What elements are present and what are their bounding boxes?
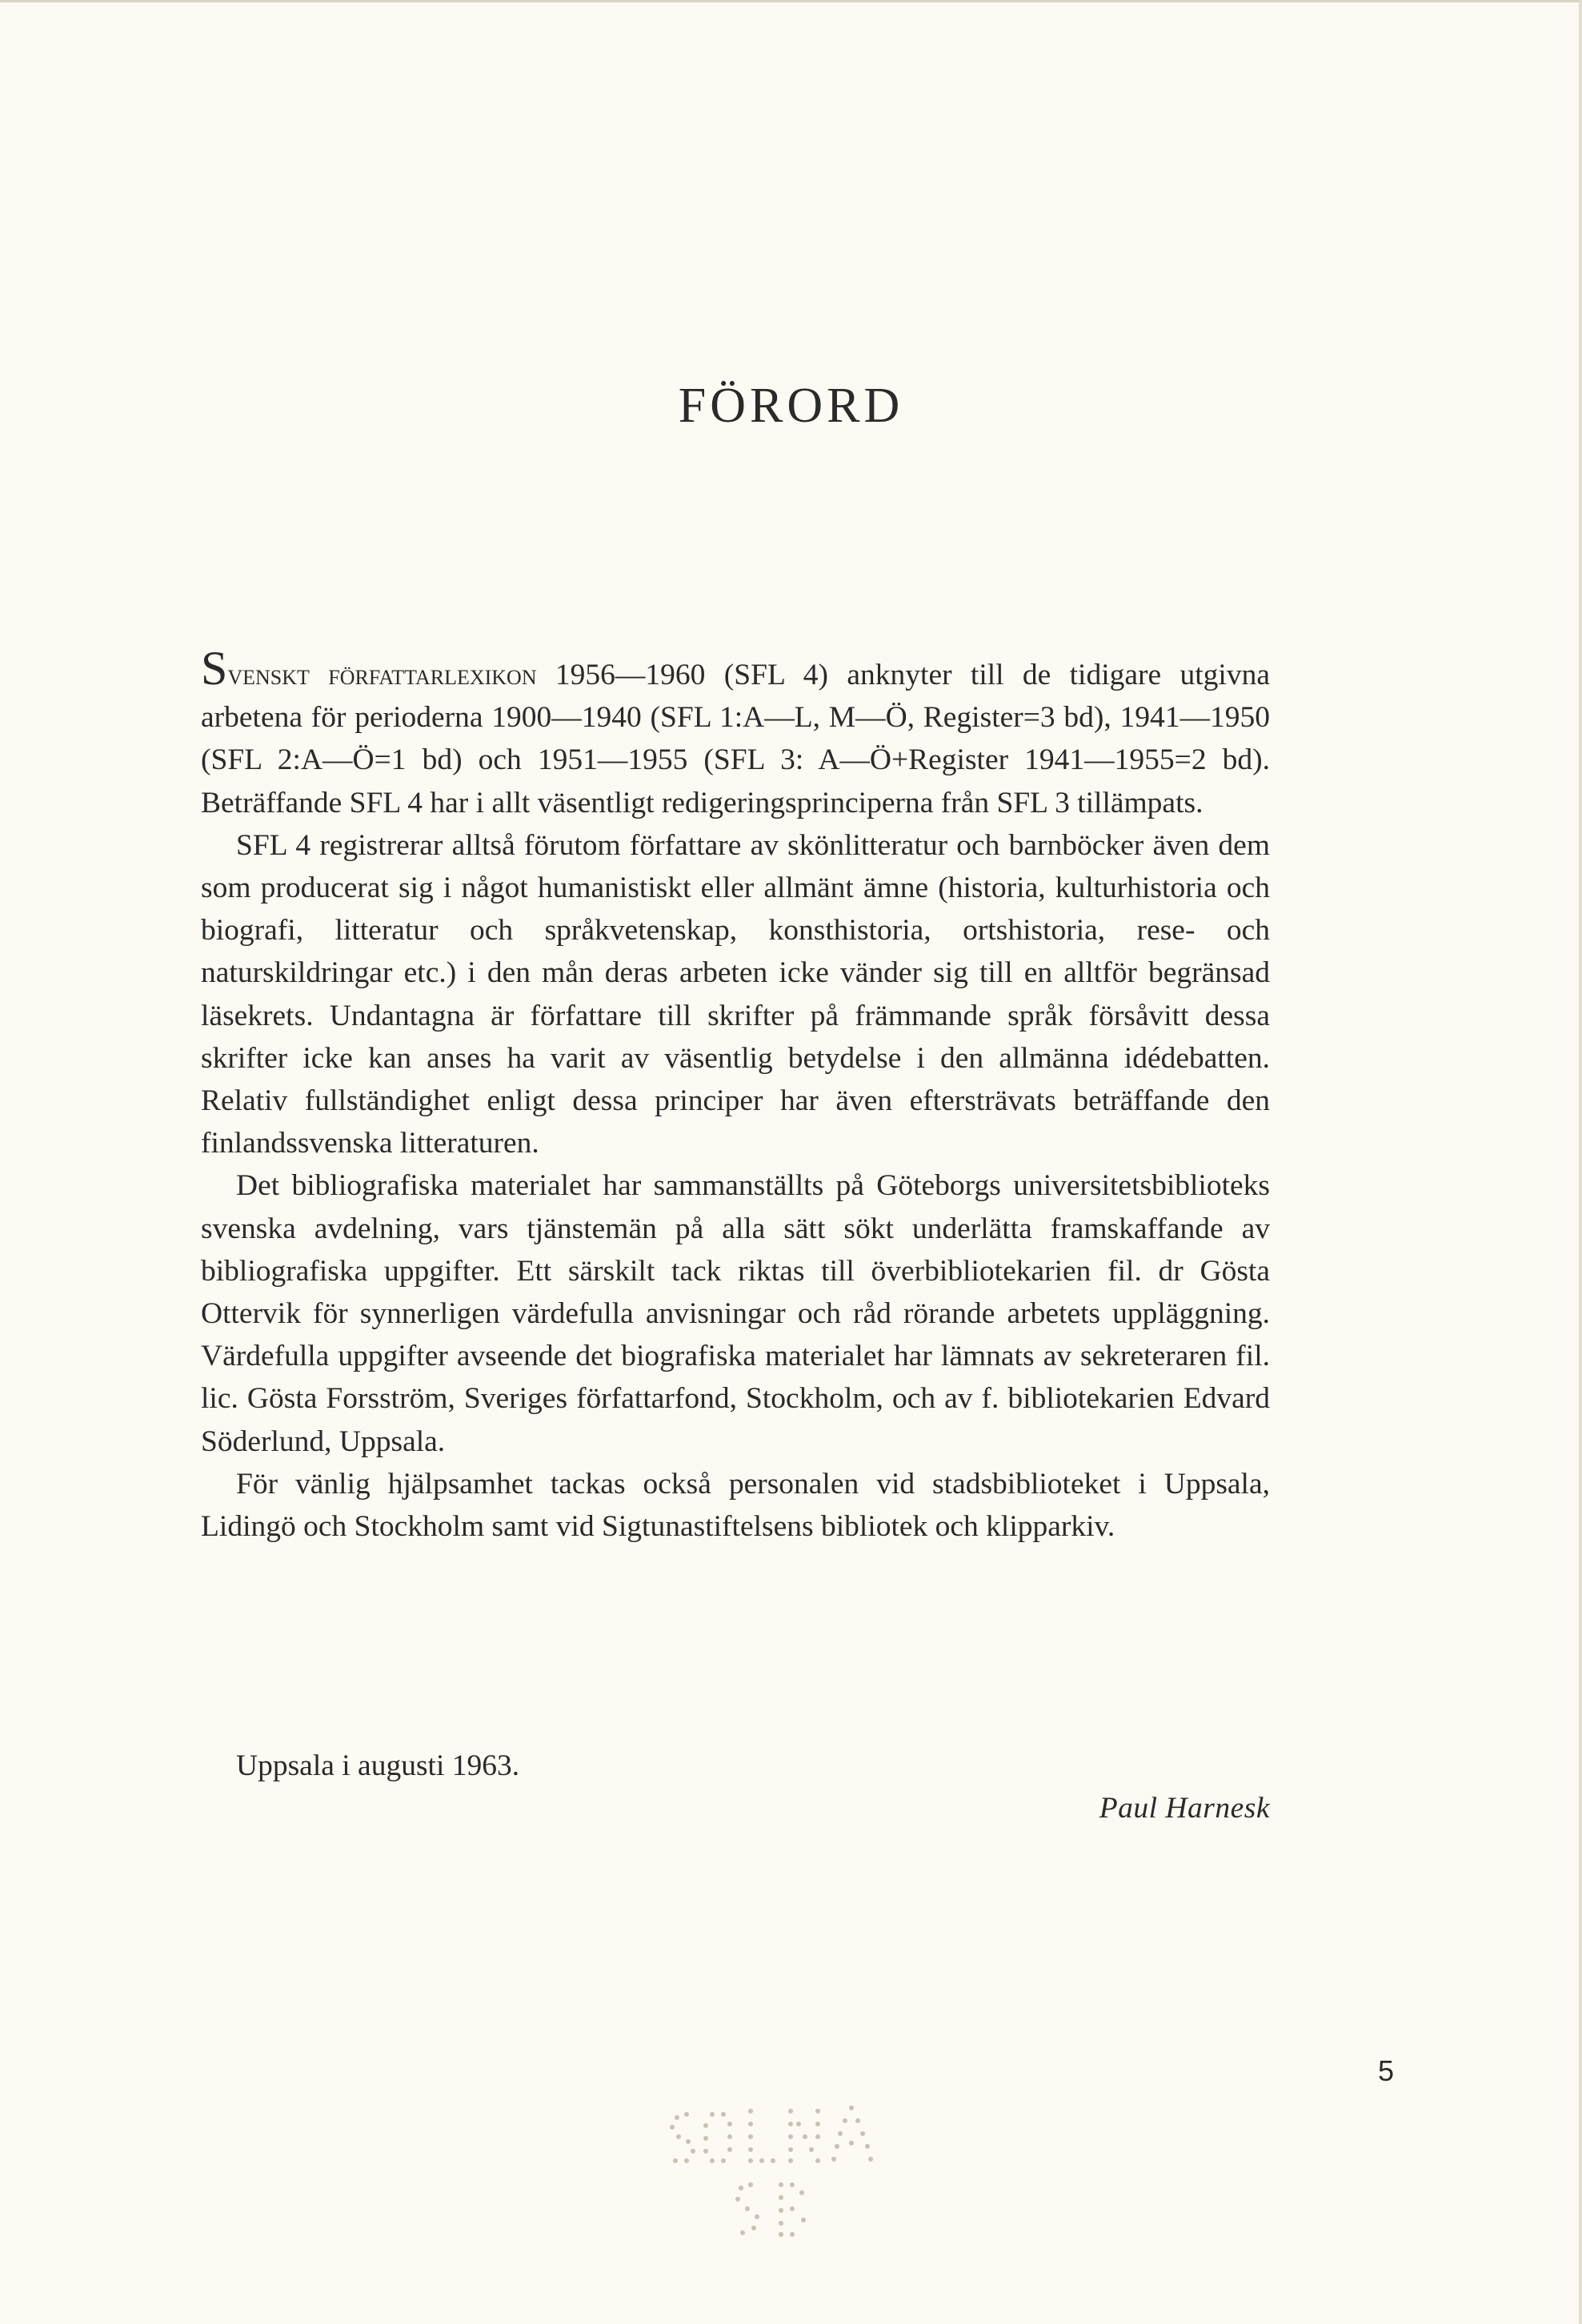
paragraph: SFL 4 registrerar alltså förutom författare av skönlitteratur och barnböcker även dem som producerat sig i något humanistiskt eller allmänt ämne (historia, kulturhistoria och biografi, litteratur och språkvetenskap, konsthistoria, ortshistoria, rese- och naturskildringar etc.) i den mån deras arbeten icke vänder sig till en alltför begränsad läsekrets. Undantagna är författare till skrifter på främmande språk försåvitt dessa skrifter icke kan anses ha varit av väsentlig betydelse i den allmänna idédebatten. Relativ fullständighet enligt dessa principer har även eftersträvats beträffande den finlandssvenska litteraturen. [201, 828, 1270, 1160]
signature: Paul Harnesk [1099, 1792, 1270, 1825]
page-right-edge [1579, 0, 1582, 2324]
place-date: Uppsala i augusti 1963. [236, 1749, 520, 1782]
intro-smallcaps: venskt författarlexikon [227, 659, 537, 691]
preface-body [201, 642, 1270, 1548]
drop-cap: S [201, 642, 228, 695]
page-top-edge [0, 0, 1582, 2]
intro-paragraph [201, 642, 1270, 824]
paragraph: Det bibliografiska materialet har sammanställts på Göteborgs universitetsbiblioteks svenska avdelning, vars tjänstemän på alla sätt sökt underlätta framskaffande av bibliografiska uppgifter. Ett särskilt tack riktas till överbibliotekarien fil. dr Gösta Ottervik för synnerligen värdefulla anvisningar och råd rörande arbetets uppläggning. Värdefulla uppgifter avseende det biografiska materialet har lämnats av sekreteraren fil. lic. Gösta Forsström, Sveriges författarfond, Stockholm, och av f. bibliotekarien Edvard Söderlund, Uppsala. [201, 1169, 1270, 1458]
paragraph: För vänlig hjälpsamhet tackas också personalen vid stadsbiblioteket i Uppsala, Lidingö och Stockholm samt vid Sigtunastiftelsens bibliotek och klipparkiv. [201, 1467, 1270, 1544]
page-title: FÖRORD [678, 379, 904, 433]
perforation-stamp-icon [663, 2097, 911, 2249]
page-number: 5 [1378, 2054, 1395, 2087]
intro-text: 1956—1960 (SFL 4) anknyter till de tidigare utgivna arbetena för perioderna 1900—1940 (SFL 1:A—L, M—Ö, Register=3 bd), 1941—1950 (SFL 2:A—Ö=1 bd) och 1951—1955 (SFL 3: A—Ö+Register 1941—1955=2 bd). Beträffande SFL 4 har i allt väsentligt redigeringsprinciperna från SFL 3 tillämpats. [201, 659, 1270, 819]
